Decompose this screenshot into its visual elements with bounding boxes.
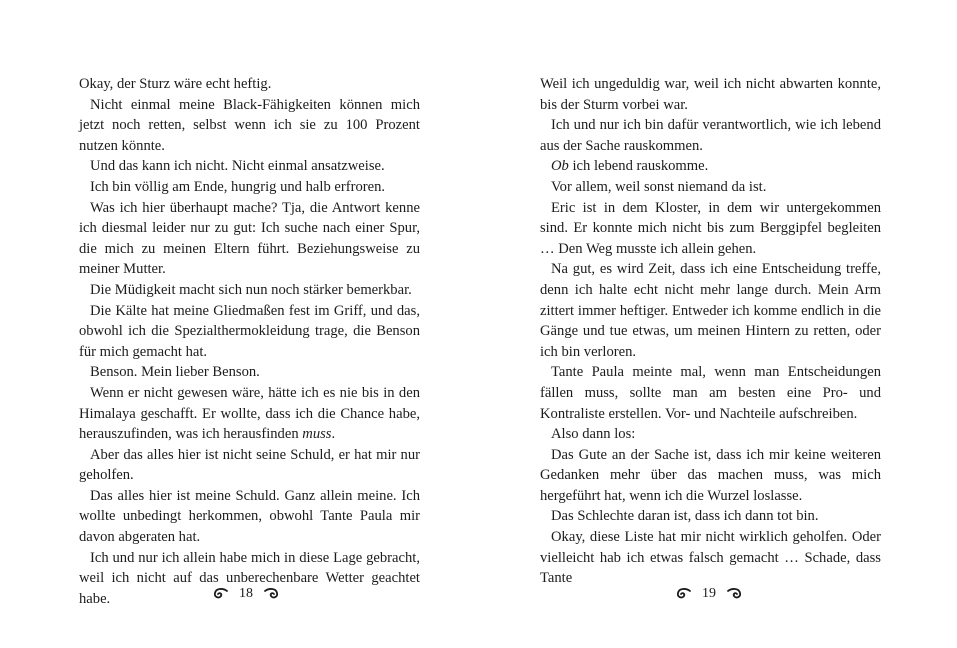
paragraph: Okay, diese Liste hat mir nicht wirklich geholfen. Oder vielleicht hab ich etwas falsch gemacht … Schade, dass Tante (540, 529, 881, 587)
paragraph: Na gut, es wird Zeit, dass ich eine Entscheidung treffe, denn ich halte echt nicht mehr lange durch. Mein Arm zittert immer heftiger. Entweder ich komme endlich in die Gänge und tue etwas, um meinen Hintern zu retten, oder ich bin verloren. (540, 261, 881, 360)
paragraph: Das alles hier ist meine Schuld. Ganz allein meine. Ich wollte unbedingt herkommen, obwohl Tante Paula mir davon abgeraten hat. (79, 487, 420, 546)
paragraph: Das Schlechte daran ist, dass ich dann tot bin. (551, 508, 819, 525)
paragraph: Eric ist in dem Kloster, in dem wir untergekommen sind. Er konnte mich nicht bis zum Berggipfel begleiten … Den Weg musste ich allein gehen. (540, 199, 881, 257)
paragraph: Das Gute an der Sache ist, dass ich mir keine weiteren Gedanken mehr über das machen muss, was mich hergeführt hat, wenn ich die Wurzel loslasse. (540, 446, 881, 504)
paragraph (79, 383, 420, 445)
paragraph-text: ich lebend rauskomme. (568, 158, 709, 175)
left-page (79, 74, 420, 609)
paragraph: Die Kälte hat meine Gliedmaßen fest im Griff, und das, obwohl ich die Spezialthermokleidung trage, die Benson für mich gemacht hat. (79, 302, 420, 360)
paragraph (540, 156, 881, 177)
left-swirl-ornament-icon (211, 587, 229, 601)
page-number: 18 (239, 586, 253, 601)
page-number: 19 (702, 586, 716, 601)
left-swirl-ornament-icon (674, 587, 692, 601)
right-page (540, 74, 881, 589)
paragraph: Okay, der Sturz wäre echt heftig. (79, 76, 272, 92)
paragraph: Und das kann ich nicht. Nicht einmal ansatzweise. (90, 158, 385, 175)
emphasis: muss (302, 426, 332, 443)
paragraph: Die Müdigkeit macht sich nun noch stärker bemerkbar. (90, 281, 412, 298)
paragraph: Nicht einmal meine Black-Fähigkeiten können mich jetzt noch retten, selbst wenn ich sie zu 100 Prozent nutzen könnte. (79, 96, 420, 154)
paragraph: Also dann los: (551, 426, 636, 443)
paragraph: Ich und nur ich bin dafür verantwortlich, wie ich lebend aus der Sache rauskommen. (540, 117, 881, 154)
page-number-right (649, 583, 769, 605)
paragraph: Tante Paula meinte mal, wenn man Entscheidungen fällen muss, sollte man am besten eine Pro- und Kontraliste erstellen. Vor- und Nachteile aufschreiben. (540, 364, 881, 422)
right-swirl-ornament-icon (263, 587, 281, 601)
paragraph: Vor allem, weil sonst niemand da ist. (551, 178, 767, 195)
paragraph: Was ich hier überhaupt mache? Tja, die Antwort kenne ich diesmal leider nur zu gut: Ich suche nach einer Spur, die mich zu meinen Eltern führt. Beziehungsweise zu meiner Mutter. (79, 199, 420, 278)
paragraph: Aber das alles hier ist nicht seine Schuld, er hat mir nur geholfen. (79, 446, 420, 484)
punctuation: . (331, 426, 336, 443)
right-swirl-ornament-icon (726, 587, 744, 601)
paragraph: Ich und nur ich allein habe mich in diese Lage gebracht, weil ich nicht auf das unberechenbare Wetter geachtet habe. (79, 549, 420, 607)
page-number-left (186, 583, 306, 605)
paragraph: Ich bin völlig am Ende, hungrig und halb erfroren. (90, 178, 386, 195)
paragraph: Weil ich ungeduldig war, weil ich nicht abwarten konnte, bis der Sturm vorbei war. (540, 76, 881, 113)
paragraph-text: Wenn er nicht gewesen wäre, hätte ich es nie bis in den Himalaya geschafft. Er wollte, dass ich die Chance habe, herauszufinden, was ich herausfinden (79, 384, 420, 443)
paragraph: Benson. Mein lieber Benson. (90, 364, 260, 381)
emphasis: Ob (551, 158, 569, 175)
